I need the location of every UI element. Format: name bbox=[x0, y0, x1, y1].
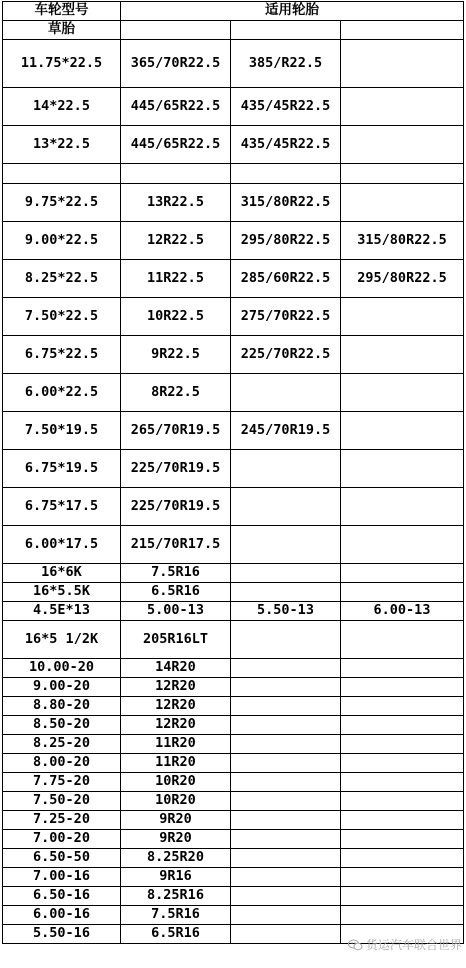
tire-size-cell bbox=[341, 697, 464, 716]
table-row bbox=[3, 583, 464, 602]
subheader-empty bbox=[231, 21, 341, 40]
tire-size-cell bbox=[341, 849, 464, 868]
tire-size-cell: 5.00-13 bbox=[121, 602, 231, 621]
tire-size-cell bbox=[341, 526, 464, 564]
table-row bbox=[3, 735, 464, 754]
table-row bbox=[3, 222, 464, 260]
wheel-model-cell: 8.50-20 bbox=[3, 716, 121, 735]
tire-size-cell bbox=[231, 526, 341, 564]
tire-size-cell bbox=[341, 925, 464, 944]
table-row bbox=[3, 830, 464, 849]
tire-size-cell: 7.5R16 bbox=[121, 564, 231, 583]
tire-size-cell bbox=[231, 450, 341, 488]
tire-size-cell bbox=[231, 735, 341, 754]
wheel-model-cell: 7.50*19.5 bbox=[3, 412, 121, 450]
tire-size-cell: 14R20 bbox=[121, 659, 231, 678]
tire-size-cell bbox=[231, 164, 341, 184]
tire-size-cell bbox=[341, 40, 464, 88]
tire-size-cell: 205R16LT bbox=[121, 621, 231, 659]
tire-size-cell bbox=[341, 126, 464, 164]
tire-size-cell bbox=[231, 792, 341, 811]
tire-size-cell bbox=[231, 659, 341, 678]
tire-size-cell bbox=[231, 583, 341, 602]
header-wheel-model: 车轮型号 bbox=[3, 2, 121, 21]
tire-size-cell bbox=[231, 887, 341, 906]
tire-size-cell: 12R20 bbox=[121, 678, 231, 697]
tire-size-cell bbox=[341, 906, 464, 925]
wheel-model-cell: 16*5 1/2K bbox=[3, 621, 121, 659]
tire-size-cell: 8.25R16 bbox=[121, 887, 231, 906]
tire-size-cell: 365/70R22.5 bbox=[121, 40, 231, 88]
tire-size-cell: 435/45R22.5 bbox=[231, 126, 341, 164]
tire-size-cell: 275/70R22.5 bbox=[231, 298, 341, 336]
tire-size-cell bbox=[341, 716, 464, 735]
table-row bbox=[3, 374, 464, 412]
tire-size-cell: 315/80R22.5 bbox=[231, 184, 341, 222]
tire-size-cell bbox=[231, 488, 341, 526]
wheel-model-cell: 8.80-20 bbox=[3, 697, 121, 716]
wheel-model-cell: 11.75*22.5 bbox=[3, 40, 121, 88]
table-row bbox=[3, 925, 464, 944]
table-row bbox=[3, 526, 464, 564]
tire-size-cell: 6.5R16 bbox=[121, 925, 231, 944]
wheel-model-cell: 9.00*22.5 bbox=[3, 222, 121, 260]
tire-size-cell bbox=[341, 754, 464, 773]
table-row bbox=[3, 773, 464, 792]
tire-size-cell: 12R20 bbox=[121, 697, 231, 716]
tire-size-cell: 435/45R22.5 bbox=[231, 88, 341, 126]
table-row bbox=[3, 754, 464, 773]
watermark-text: 货运汽车联合世界 bbox=[366, 938, 463, 952]
tire-size-cell bbox=[341, 564, 464, 583]
wheel-model-cell: 13*22.5 bbox=[3, 126, 121, 164]
tire-size-cell bbox=[231, 773, 341, 792]
tire-size-cell bbox=[341, 488, 464, 526]
tire-size-cell: 7.5R16 bbox=[121, 906, 231, 925]
tire-size-cell: 445/65R22.5 bbox=[121, 88, 231, 126]
tire-size-cell: 225/70R19.5 bbox=[121, 488, 231, 526]
tire-size-cell bbox=[341, 164, 464, 184]
tire-size-cell: 225/70R22.5 bbox=[231, 336, 341, 374]
wheel-model-cell: 16*5.5K bbox=[3, 583, 121, 602]
tire-size-cell bbox=[341, 735, 464, 754]
tire-size-cell: 8R22.5 bbox=[121, 374, 231, 412]
table-row bbox=[3, 298, 464, 336]
tire-size-cell bbox=[341, 621, 464, 659]
tire-size-cell bbox=[231, 564, 341, 583]
tire-size-cell: 5.50-13 bbox=[231, 602, 341, 621]
tire-size-cell bbox=[231, 716, 341, 735]
tire-size-cell: 9R22.5 bbox=[121, 336, 231, 374]
tire-size-cell: 295/80R22.5 bbox=[341, 260, 464, 298]
subheader-empty bbox=[341, 21, 464, 40]
tire-size-cell: 6.00-13 bbox=[341, 602, 464, 621]
tire-size-cell: 11R22.5 bbox=[121, 260, 231, 298]
subheader-label: 草胎 bbox=[3, 21, 121, 40]
tire-size-table bbox=[2, 1, 464, 944]
tire-size-cell bbox=[341, 773, 464, 792]
tire-size-cell bbox=[341, 450, 464, 488]
table-row bbox=[3, 260, 464, 298]
tire-size-cell: 315/80R22.5 bbox=[341, 222, 464, 260]
wheel-model-cell: 7.00-16 bbox=[3, 868, 121, 887]
table-row bbox=[3, 488, 464, 526]
header-row bbox=[3, 2, 464, 21]
tire-size-cell bbox=[231, 754, 341, 773]
tire-size-cell: 11R20 bbox=[121, 754, 231, 773]
tire-size-cell bbox=[341, 868, 464, 887]
wheel-model-cell: 6.00*17.5 bbox=[3, 526, 121, 564]
wheel-model-cell: 6.75*17.5 bbox=[3, 488, 121, 526]
wheel-model-cell: 8.25-20 bbox=[3, 735, 121, 754]
table-row bbox=[3, 602, 464, 621]
tire-size-cell: 12R22.5 bbox=[121, 222, 231, 260]
wheel-model-cell: 10.00-20 bbox=[3, 659, 121, 678]
tire-size-cell bbox=[231, 906, 341, 925]
tire-size-cell: 385/R22.5 bbox=[231, 40, 341, 88]
tire-size-cell bbox=[231, 678, 341, 697]
wheel-model-cell: 14*22.5 bbox=[3, 88, 121, 126]
tire-size-cell: 225/70R19.5 bbox=[121, 450, 231, 488]
tire-size-cell: 8.25R20 bbox=[121, 849, 231, 868]
table-row bbox=[3, 336, 464, 374]
tire-size-cell: 285/60R22.5 bbox=[231, 260, 341, 298]
tire-size-cell bbox=[231, 374, 341, 412]
table-row bbox=[3, 678, 464, 697]
wheel-model-cell: 5.50-16 bbox=[3, 925, 121, 944]
tire-size-cell bbox=[341, 412, 464, 450]
tire-size-cell: 295/80R22.5 bbox=[231, 222, 341, 260]
tire-size-cell: 215/70R17.5 bbox=[121, 526, 231, 564]
tire-size-cell bbox=[341, 887, 464, 906]
tire-size-cell bbox=[231, 849, 341, 868]
wheel-model-cell: 8.00-20 bbox=[3, 754, 121, 773]
tire-size-cell: 6.5R16 bbox=[121, 583, 231, 602]
tire-size-cell: 9R16 bbox=[121, 868, 231, 887]
table-row bbox=[3, 811, 464, 830]
table-row bbox=[3, 697, 464, 716]
wheel-model-cell: 6.00*22.5 bbox=[3, 374, 121, 412]
tire-size-cell: 10R20 bbox=[121, 773, 231, 792]
table-row bbox=[3, 564, 464, 583]
table-row bbox=[3, 412, 464, 450]
tire-size-cell: 10R22.5 bbox=[121, 298, 231, 336]
table-row bbox=[3, 887, 464, 906]
table-row bbox=[3, 164, 464, 184]
tire-size-cell bbox=[231, 868, 341, 887]
tire-size-cell bbox=[231, 925, 341, 944]
tire-size-cell bbox=[341, 583, 464, 602]
table-row bbox=[3, 450, 464, 488]
tire-size-cell: 10R20 bbox=[121, 792, 231, 811]
tire-size-cell bbox=[231, 830, 341, 849]
table-row bbox=[3, 792, 464, 811]
tire-size-cell bbox=[341, 336, 464, 374]
tire-size-cell bbox=[341, 88, 464, 126]
subheader-row bbox=[3, 21, 464, 40]
tire-size-cell: 265/70R19.5 bbox=[121, 412, 231, 450]
tire-size-cell bbox=[341, 678, 464, 697]
tire-size-cell bbox=[231, 621, 341, 659]
header-applicable-tires: 适用轮胎 bbox=[121, 2, 464, 21]
tire-size-cell: 245/70R19.5 bbox=[231, 412, 341, 450]
table-row bbox=[3, 88, 464, 126]
tire-size-cell: 11R20 bbox=[121, 735, 231, 754]
wheel-model-cell: 16*6K bbox=[3, 564, 121, 583]
wheel-model-cell: 6.50-16 bbox=[3, 887, 121, 906]
wheel-model-cell: 6.00-16 bbox=[3, 906, 121, 925]
wheel-model-cell: 6.75*22.5 bbox=[3, 336, 121, 374]
tire-size-cell bbox=[231, 697, 341, 716]
wheel-model-cell: 9.00-20 bbox=[3, 678, 121, 697]
tire-size-cell bbox=[121, 164, 231, 184]
wheel-model-cell: 7.50-20 bbox=[3, 792, 121, 811]
tire-size-cell bbox=[341, 792, 464, 811]
table-row bbox=[3, 40, 464, 88]
tire-size-cell bbox=[341, 298, 464, 336]
table-row bbox=[3, 906, 464, 925]
wheel-model-cell bbox=[3, 164, 121, 184]
tire-size-cell: 445/65R22.5 bbox=[121, 126, 231, 164]
wheel-model-cell: 9.75*22.5 bbox=[3, 184, 121, 222]
table-row bbox=[3, 716, 464, 735]
tire-size-cell bbox=[231, 811, 341, 830]
wheel-model-cell: 7.50*22.5 bbox=[3, 298, 121, 336]
wheel-model-cell: 7.00-20 bbox=[3, 830, 121, 849]
tire-size-cell: 9R20 bbox=[121, 830, 231, 849]
tire-size-cell bbox=[341, 811, 464, 830]
table-row bbox=[3, 868, 464, 887]
wheel-model-cell: 7.75-20 bbox=[3, 773, 121, 792]
table-row bbox=[3, 659, 464, 678]
tire-size-cell bbox=[341, 374, 464, 412]
wheel-model-cell: 4.5E*13 bbox=[3, 602, 121, 621]
tire-size-cell bbox=[341, 184, 464, 222]
wheel-model-cell: 6.50-50 bbox=[3, 849, 121, 868]
tire-size-cell: 13R22.5 bbox=[121, 184, 231, 222]
tire-size-cell: 12R20 bbox=[121, 716, 231, 735]
tire-size-cell bbox=[341, 659, 464, 678]
table-row bbox=[3, 621, 464, 659]
table-row bbox=[3, 126, 464, 164]
table-row bbox=[3, 849, 464, 868]
tire-size-cell: 9R20 bbox=[121, 811, 231, 830]
wheel-model-cell: 6.75*19.5 bbox=[3, 450, 121, 488]
wheel-model-cell: 7.25-20 bbox=[3, 811, 121, 830]
wheel-model-cell: 8.25*22.5 bbox=[3, 260, 121, 298]
tire-size-cell bbox=[341, 830, 464, 849]
table-row bbox=[3, 184, 464, 222]
subheader-empty bbox=[121, 21, 231, 40]
